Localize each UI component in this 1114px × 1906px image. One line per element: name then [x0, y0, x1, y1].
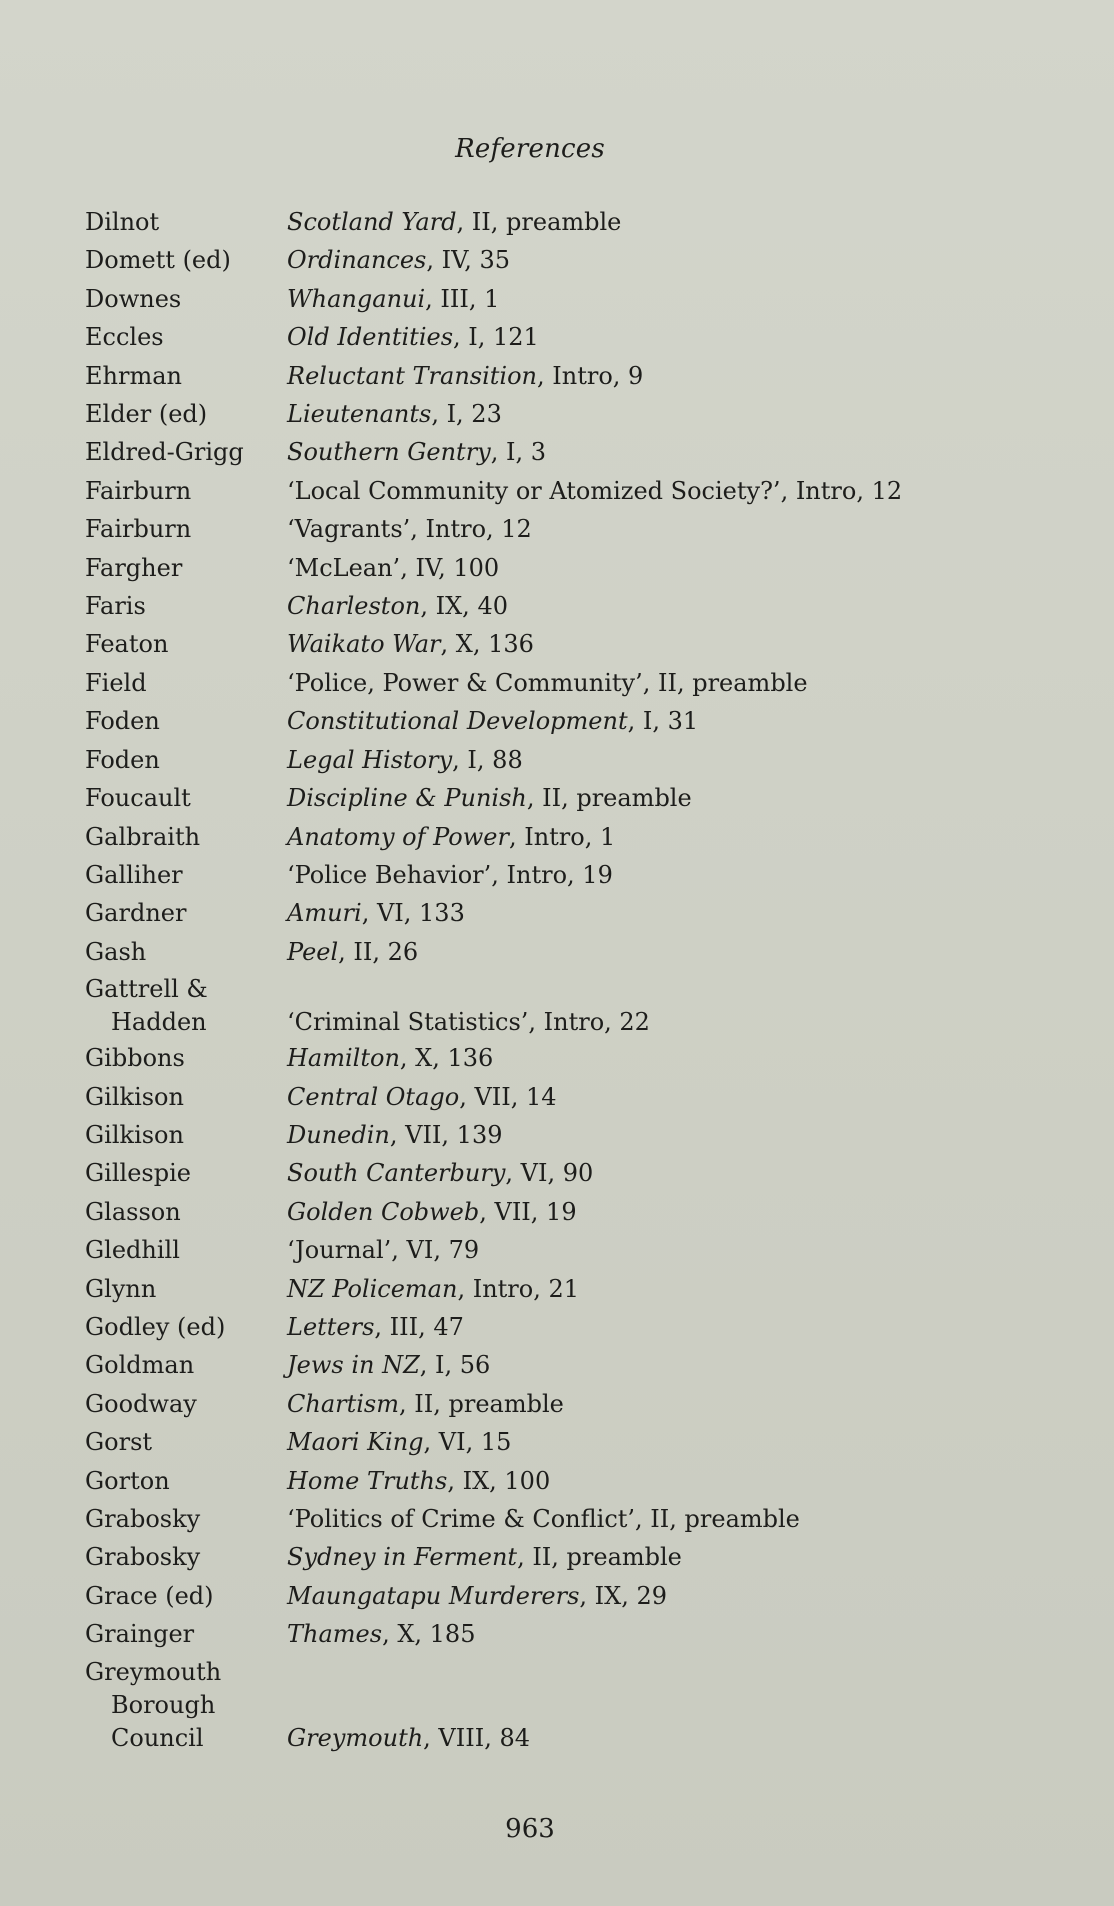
- reference-author: [85, 1538, 287, 1576]
- reference-author: [85, 1039, 287, 1077]
- reference-location: , II, preamble: [399, 1389, 564, 1418]
- reference-citation: [287, 664, 1085, 702]
- reference-author-line: Fairburn: [85, 476, 192, 505]
- reference-citation: [287, 510, 1085, 548]
- reference-entry: [85, 1039, 1085, 1077]
- reference-entry: [85, 1577, 1085, 1615]
- reference-location: , I, 31: [627, 707, 699, 736]
- reference-location: , VI, 133: [361, 899, 465, 928]
- reference-entry: [85, 241, 1085, 279]
- reference-author-line: Gledhill: [85, 1236, 180, 1265]
- reference-author-line: Featon: [85, 630, 169, 659]
- reference-location: , IX, 29: [579, 1581, 668, 1610]
- reference-author-line: Downes: [85, 284, 182, 313]
- reference-author-line: Godley (ed): [85, 1312, 226, 1341]
- reference-citation: [287, 318, 1085, 356]
- reference-author: [85, 510, 287, 548]
- reference-title: Whanganui: [287, 284, 426, 313]
- reference-citation: [287, 1385, 1085, 1423]
- reference-location: , VI, 15: [423, 1428, 512, 1457]
- reference-title: Anatomy of Power: [287, 822, 509, 851]
- reference-author-line: Gattrell &: [85, 975, 208, 1004]
- reference-author-line: Gash: [85, 937, 147, 966]
- reference-entry: [85, 1270, 1085, 1308]
- reference-entry: [85, 357, 1085, 395]
- reference-title: ‘Local Community or Atomized Society?’: [287, 476, 781, 505]
- reference-location: , Intro, 19: [491, 860, 613, 889]
- reference-entry: [85, 702, 1085, 740]
- reference-entry: [85, 395, 1085, 433]
- reference-entry: [85, 1656, 1085, 1755]
- reference-title: NZ Policeman: [287, 1274, 458, 1303]
- reference-author: [85, 933, 287, 971]
- reference-location: , I, 3: [490, 438, 546, 467]
- reference-title: Discipline & Punish: [287, 784, 527, 813]
- reference-author-line: Borough: [111, 1690, 216, 1719]
- reference-author: [85, 1577, 287, 1615]
- reference-location: , Intro, 12: [780, 476, 903, 505]
- reference-citation: [287, 1078, 1085, 1116]
- reference-location: , X, 136: [440, 630, 534, 659]
- reference-author: [85, 318, 287, 356]
- reference-citation: [287, 280, 1085, 318]
- reference-title: Legal History: [287, 745, 453, 774]
- reference-author: [85, 395, 287, 433]
- reference-author-line: Elder (ed): [85, 400, 208, 429]
- reference-author-line: Glynn: [85, 1274, 157, 1303]
- reference-author: [85, 664, 287, 702]
- reference-citation: [287, 856, 1085, 894]
- reference-author: [85, 1346, 287, 1384]
- reference-author-line: Glasson: [85, 1197, 181, 1226]
- reference-citation: [287, 357, 1085, 395]
- reference-location: , I, 121: [453, 323, 539, 352]
- reference-citation: [287, 1577, 1085, 1615]
- reference-title: Jews in NZ: [287, 1351, 420, 1380]
- reference-author-line: Goodway: [85, 1389, 197, 1418]
- reference-location: , IX, 100: [447, 1466, 551, 1495]
- reference-author-line: Goldman: [85, 1351, 195, 1380]
- reference-location: , II, preamble: [456, 208, 622, 236]
- reference-location: , Intro, 21: [457, 1274, 580, 1303]
- reference-title: Home Truths: [287, 1466, 448, 1495]
- reference-author-line: Grace (ed): [85, 1581, 214, 1610]
- reference-citation: [287, 625, 1085, 663]
- reference-entry: [85, 587, 1085, 625]
- reference-entry: [85, 1423, 1085, 1461]
- reference-author-line: Fargher: [85, 553, 183, 582]
- reference-author-line: Galliher: [85, 860, 183, 889]
- reference-title: ‘McLean’: [287, 553, 401, 582]
- reference-location: , Intro, 22: [528, 1008, 650, 1037]
- reference-list: [85, 203, 1085, 1755]
- reference-title: Hamilton: [287, 1044, 400, 1073]
- reference-entry: [85, 1078, 1085, 1116]
- reference-author: [85, 625, 287, 663]
- reference-citation: [287, 779, 1085, 817]
- reference-citation: [287, 1308, 1085, 1346]
- reference-entry: [85, 741, 1085, 779]
- reference-location: , VII, 19: [479, 1197, 577, 1226]
- reference-entry: [85, 1346, 1085, 1384]
- reference-author: [85, 241, 287, 279]
- reference-author-line: Gorton: [85, 1466, 170, 1495]
- reference-location: , VIII, 84: [423, 1723, 530, 1752]
- reference-title: Amuri: [287, 899, 362, 928]
- reference-entry: [85, 510, 1085, 548]
- reference-author-line: Faris: [85, 592, 146, 621]
- reference-author-line: Gorst: [85, 1428, 153, 1457]
- reference-citation: [287, 702, 1085, 740]
- reference-citation: [287, 1154, 1085, 1192]
- reference-title: South Canterbury: [287, 1159, 506, 1188]
- reference-author: [85, 1154, 287, 1192]
- reference-author: [85, 894, 287, 932]
- reference-entry: [85, 1500, 1085, 1538]
- reference-author-line: Eccles: [85, 323, 164, 352]
- reference-author-line: Gillespie: [85, 1159, 191, 1188]
- reference-citation: [287, 472, 1085, 510]
- reference-location: , Intro, 9: [537, 361, 644, 390]
- reference-entry: [85, 1193, 1085, 1231]
- reference-author: [85, 1423, 287, 1461]
- reference-title: ‘Criminal Statistics’: [287, 1008, 529, 1037]
- reference-author: [85, 1193, 287, 1231]
- reference-title: Thames: [287, 1620, 383, 1649]
- reference-citation: [287, 549, 1085, 587]
- reference-citation: [287, 1346, 1085, 1384]
- reference-citation: [287, 1722, 1085, 1755]
- reference-location: , I, 88: [452, 745, 523, 774]
- reference-author: [85, 357, 287, 395]
- reference-location: , IV, 35: [426, 246, 511, 275]
- reference-title: Peel: [287, 937, 339, 966]
- reference-location: , I, 23: [431, 400, 502, 429]
- reference-entry: [85, 856, 1085, 894]
- reference-title: ‘Police, Power & Community’: [287, 668, 643, 697]
- reference-title: ‘Police Behavior’: [287, 860, 492, 889]
- reference-citation: [287, 433, 1085, 471]
- page-number: 963: [505, 1814, 555, 1844]
- reference-author-line: Council: [111, 1723, 204, 1752]
- reference-location: , III, 47: [374, 1312, 464, 1341]
- reference-location: , Intro, 1: [508, 822, 616, 851]
- reference-citation: [287, 1193, 1085, 1231]
- reference-author: [85, 1462, 287, 1500]
- reference-location: , I, 56: [419, 1351, 491, 1380]
- reference-author-line: Field: [85, 668, 147, 697]
- reference-title: Central Otago: [287, 1082, 460, 1111]
- reference-title: ‘Vagrants’: [287, 515, 411, 544]
- reference-title: Constitutional Development: [287, 707, 628, 736]
- reference-title: Maungatapu Murderers: [287, 1581, 580, 1610]
- reference-citation: [287, 894, 1085, 932]
- reference-entry: [85, 894, 1085, 932]
- running-header: References: [455, 134, 605, 164]
- reference-author-line: Gibbons: [85, 1044, 185, 1073]
- reference-title: Waikato War: [287, 630, 441, 659]
- reference-author-line: Grainger: [85, 1620, 195, 1649]
- reference-location: , IX, 40: [420, 592, 508, 621]
- reference-author-line: Greymouth: [85, 1657, 222, 1686]
- reference-author-line: Fairburn: [85, 515, 192, 544]
- reference-author: [85, 280, 287, 318]
- reference-author-line: Foucault: [85, 784, 191, 813]
- reference-title: Reluctant Transition: [287, 361, 537, 390]
- reference-title: Charleston: [287, 592, 421, 621]
- reference-entry: [85, 203, 1085, 241]
- reference-citation: [287, 1462, 1085, 1500]
- reference-entry: [85, 933, 1085, 971]
- reference-author-line: Dilnot: [85, 208, 160, 236]
- reference-citation: [287, 1116, 1085, 1154]
- reference-title: Sydney in Ferment: [287, 1543, 518, 1572]
- reference-entry: [85, 1462, 1085, 1500]
- reference-citation: [287, 587, 1085, 625]
- reference-title: Letters: [287, 1312, 375, 1341]
- reference-location: , Intro, 12: [410, 515, 532, 544]
- reference-entry: [85, 280, 1085, 318]
- reference-location: , VI, 79: [391, 1236, 480, 1265]
- reference-author-line: Domett (ed): [85, 246, 231, 275]
- reference-author: [85, 1615, 287, 1653]
- reference-location: , II, 26: [338, 937, 419, 966]
- reference-author-line: Eldred-Grigg: [85, 438, 244, 467]
- reference-entry: [85, 1308, 1085, 1346]
- reference-location: , II, preamble: [642, 668, 808, 697]
- reference-citation: [287, 741, 1085, 779]
- reference-entry: [85, 664, 1085, 702]
- reference-author-line: Foden: [85, 707, 160, 736]
- reference-author: [85, 856, 287, 894]
- reference-citation: [287, 1006, 1085, 1039]
- reference-citation: [287, 1231, 1085, 1269]
- reference-entry: [85, 318, 1085, 356]
- reference-title: Maori King: [287, 1428, 424, 1457]
- reference-location: , X, 136: [399, 1044, 494, 1073]
- reference-author: [85, 741, 287, 779]
- reference-title: Chartism: [287, 1389, 399, 1418]
- reference-author: [85, 549, 287, 587]
- reference-location: , III, 1: [425, 284, 500, 313]
- reference-entry: [85, 549, 1085, 587]
- reference-citation: [287, 395, 1085, 433]
- reference-location: , II, preamble: [517, 1543, 682, 1572]
- reference-title: ‘Journal’: [287, 1236, 392, 1265]
- reference-title: Golden Cobweb: [287, 1197, 480, 1226]
- reference-title: Lieutenants: [287, 400, 432, 429]
- reference-title: Scotland Yard: [287, 208, 457, 236]
- reference-citation: [287, 933, 1085, 971]
- reference-location: , VI, 90: [505, 1159, 594, 1188]
- reference-author-line: Ehrman: [85, 361, 182, 390]
- reference-citation: [287, 1423, 1085, 1461]
- reference-citation: [287, 1500, 1085, 1538]
- reference-author: [85, 1308, 287, 1346]
- reference-entry: [85, 433, 1085, 471]
- reference-citation: [287, 1538, 1085, 1576]
- reference-author: [85, 779, 287, 817]
- reference-entry: [85, 1231, 1085, 1269]
- reference-location: , II, preamble: [526, 784, 692, 813]
- reference-author: [85, 1270, 287, 1308]
- reference-entry: [85, 472, 1085, 510]
- reference-location: , VII, 139: [389, 1120, 503, 1149]
- reference-title: ‘Politics of Crime & Conflict’: [287, 1505, 636, 1533]
- reference-title: Greymouth: [287, 1723, 424, 1752]
- reference-citation: [287, 1270, 1085, 1308]
- reference-author: [85, 203, 287, 241]
- reference-author-line: Gilkison: [85, 1120, 184, 1149]
- reference-author: [85, 1500, 287, 1538]
- reference-entry: [85, 1116, 1085, 1154]
- reference-entry: [85, 818, 1085, 856]
- reference-author: [85, 1078, 287, 1116]
- reference-entry: [85, 1385, 1085, 1423]
- reference-author: [85, 587, 287, 625]
- reference-author-line: Hadden: [111, 1008, 207, 1037]
- reference-author: [85, 433, 287, 471]
- reference-author-line: Grabosky: [85, 1543, 201, 1572]
- reference-entry: [85, 779, 1085, 817]
- reference-author: [85, 818, 287, 856]
- reference-title: Dunedin: [287, 1120, 390, 1149]
- reference-entry: [85, 625, 1085, 663]
- reference-entry: [85, 973, 1085, 1039]
- reference-author: [85, 1656, 287, 1755]
- reference-author-line: Foden: [85, 745, 160, 774]
- reference-author-line: Grabosky: [85, 1505, 201, 1533]
- reference-author: [85, 1385, 287, 1423]
- reference-title: Old Identities: [287, 323, 454, 352]
- reference-author: [85, 472, 287, 510]
- reference-title: Ordinances: [287, 246, 427, 275]
- reference-author-line: Gardner: [85, 899, 187, 928]
- reference-author: [85, 702, 287, 740]
- reference-citation: [287, 1039, 1085, 1077]
- reference-author: [85, 1231, 287, 1269]
- reference-citation: [287, 241, 1085, 279]
- reference-location: , IV, 100: [400, 553, 500, 582]
- reference-author-line: Galbraith: [85, 822, 201, 851]
- reference-location: , X, 185: [382, 1620, 476, 1649]
- reference-author-line: Gilkison: [85, 1082, 184, 1111]
- reference-author: [85, 973, 287, 1039]
- reference-entry: [85, 1615, 1085, 1653]
- reference-citation: [287, 1615, 1085, 1653]
- reference-citation: [287, 818, 1085, 856]
- reference-location: , II, preamble: [635, 1505, 800, 1533]
- reference-citation: [287, 203, 1085, 241]
- reference-entry: [85, 1154, 1085, 1192]
- reference-title: Southern Gentry: [287, 438, 491, 467]
- reference-author: [85, 1116, 287, 1154]
- reference-location: , VII, 14: [459, 1082, 557, 1111]
- reference-entry: [85, 1538, 1085, 1576]
